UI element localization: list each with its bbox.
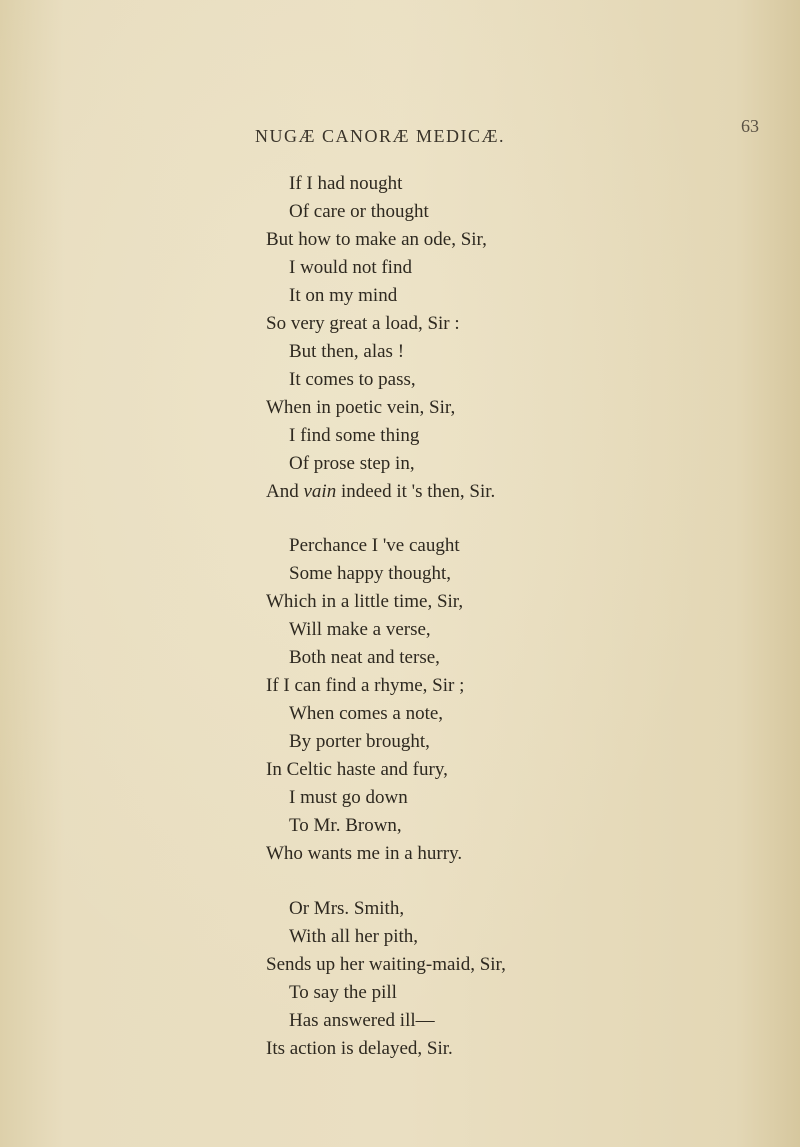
verse-line: I find some thing (289, 425, 420, 446)
verse-line: But then, alas ! (289, 341, 405, 362)
verse-line: Or Mrs. Smith, (289, 898, 405, 919)
verse-line: To say the pill (289, 982, 397, 1003)
verse-line: If I can find a rhyme, Sir ; (266, 675, 465, 696)
verse-line: With all her pith, (289, 926, 419, 947)
verse-line: Sends up her waiting-maid, Sir, (266, 954, 506, 975)
page-number: 63 (741, 116, 759, 136)
running-title: NUGÆ CANORÆ MEDICÆ. (255, 126, 506, 146)
verse-line: It comes to pass, (289, 369, 416, 390)
verse-line: But how to make an ode, Sir, (266, 229, 487, 250)
verse-line: Will make a verse, (289, 619, 431, 640)
verse-line: Of prose step in, (289, 453, 415, 474)
verse-line: So very great a load, Sir : (266, 313, 460, 334)
verse-line: When comes a note, (289, 703, 444, 724)
line-start: And (266, 481, 304, 502)
verse-line: Has answered ill— (289, 1010, 435, 1031)
verse-line: In Celtic haste and fury, (266, 759, 448, 780)
verse-line: I would not find (289, 257, 412, 278)
verse-line: To Mr. Brown, (289, 815, 402, 836)
verse-line: Its action is delayed, Sir. (266, 1038, 453, 1059)
verse-line: By porter brought, (289, 731, 430, 752)
verse-line-with-italic (266, 480, 495, 504)
verse-line: Perchance I 've caught (289, 535, 460, 556)
italic-word: vain (303, 481, 337, 502)
verse-line: It on my mind (289, 285, 398, 306)
verse-line: Of care or thought (289, 201, 429, 222)
verse-line: Some happy thought, (289, 563, 452, 584)
verse-line: Who wants me in a hurry. (266, 843, 463, 864)
verse-line: Which in a little time, Sir, (266, 591, 464, 612)
verse-line: If I had nought (289, 173, 403, 194)
verse-line: I must go down (289, 787, 408, 808)
verse-line: Both neat and terse, (289, 647, 440, 668)
verse-line: When in poetic vein, Sir, (266, 397, 456, 418)
line-end: indeed it 's then, Sir. (336, 481, 496, 502)
